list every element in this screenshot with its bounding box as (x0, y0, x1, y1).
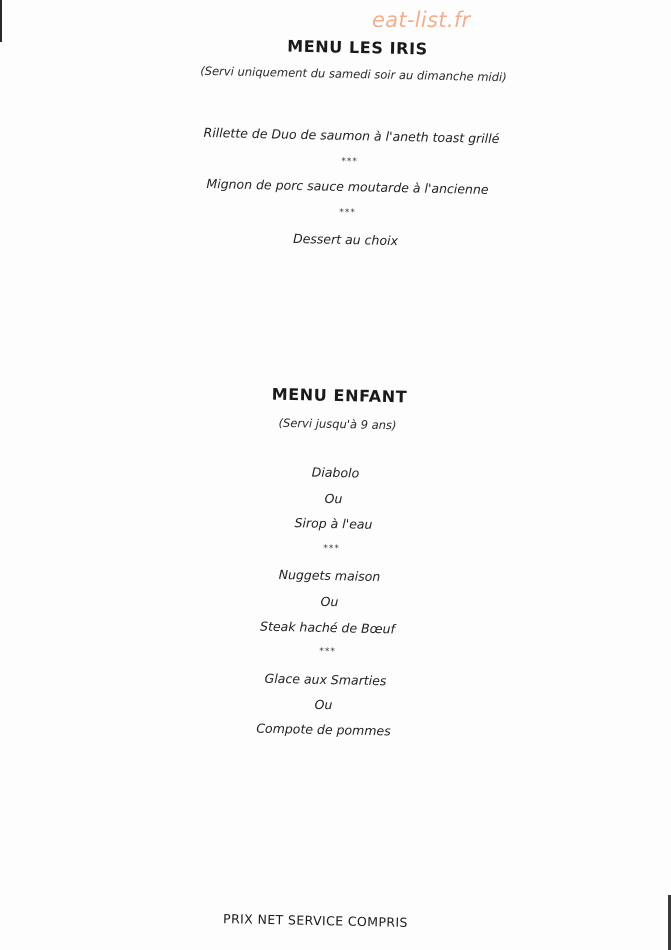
menu-enfant-item: Nuggets maison (278, 566, 381, 585)
menu-enfant-item: Glace aux Smarties (264, 670, 387, 689)
menu-iris-item: Dessert au choix (292, 230, 399, 249)
menu-enfant-separator: *** (319, 646, 336, 658)
scan-edge-left (0, 0, 2, 42)
menu-enfant-or: Ou (320, 593, 339, 610)
menu-enfant-or: Ou (314, 696, 333, 713)
price-footer: PRIX NET SERVICE COMPRIS (222, 911, 409, 930)
menu-enfant-item: Sirop à l'eau (294, 515, 373, 532)
menu-iris-title: MENU LES IRIS (287, 36, 428, 59)
menu-iris-item: Rillette de Duo de saumon à l'aneth toast grillé (203, 124, 500, 147)
watermark: eat-list.fr (372, 8, 471, 32)
menu-iris-separator: *** (339, 207, 356, 219)
menu-enfant-item: Steak haché de Bœuf (259, 618, 396, 637)
menu-enfant-item: Compote de pommes (256, 720, 391, 739)
menu-enfant-item: Diabolo (311, 464, 360, 481)
menu-iris-subtitle: (Servi uniquement du samedi soir au dimanche midi) (200, 63, 507, 85)
menu-enfant-or: Ou (324, 490, 343, 507)
menu-enfant-subtitle: (Servi jusqu'à 9 ans) (278, 415, 397, 433)
menu-iris-item: Mignon de porc sauce moutarde à l'ancienne (206, 176, 489, 197)
menu-iris-separator: *** (341, 156, 358, 168)
menu-enfant-separator: *** (323, 543, 340, 555)
menu-enfant-title: MENU ENFANT (271, 384, 408, 407)
